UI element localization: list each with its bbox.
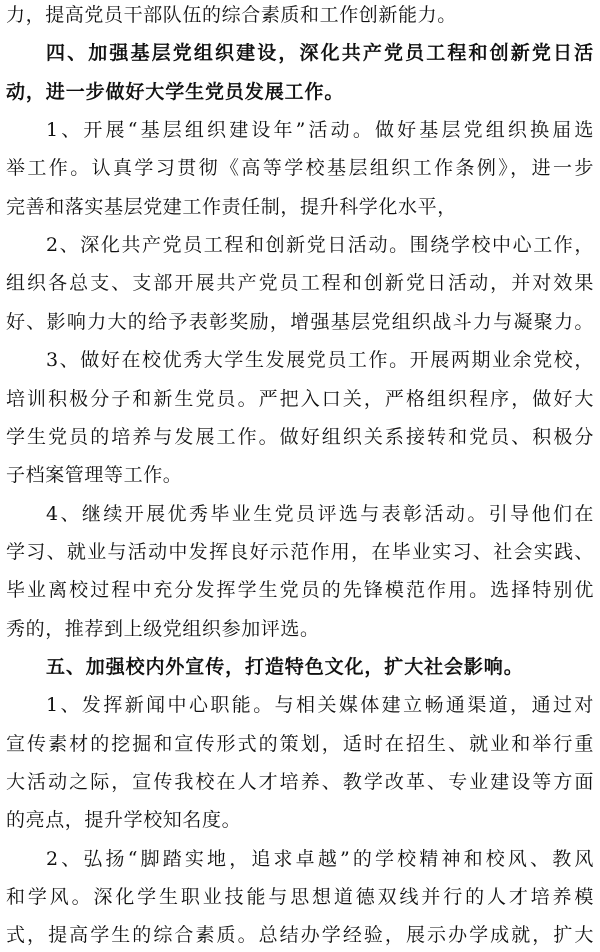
paragraph-line: 式，提高学生的综合素质。总结办学经验，展示办学成就，扩大 [6, 924, 594, 947]
paragraph-line: 完善和落实基层党建工作责任制，提升科学化水平， [6, 195, 457, 218]
paragraph-line: 力，提高党员干部队伍的综合素质和工作创新能力。 [6, 4, 457, 26]
paragraph-line: 4、继续开展优秀毕业生党员评选与表彰活动。引导他们在 [46, 502, 594, 525]
paragraph-line: 毕业离校过程中充分发挥学生党员的先锋模范作用。选择特别优 [6, 579, 594, 602]
paragraph-line: 学习、就业与活动中发挥良好示范作用，在毕业实习、社会实践、 [6, 540, 594, 563]
paragraph-line: 大活动之际，宣传我校在人才培养、教学改革、专业建设等方面 [6, 771, 594, 793]
section-heading-line: 动，进一步做好大学生党员发展工作。 [6, 80, 345, 103]
paragraph-line: 2、深化共产党员工程和创新党日活动。围绕学校中心工作， [46, 234, 594, 257]
paragraph-line: 好、影响力大的给予表彰奖励，增强基层党组织战斗力与凝聚力。 [6, 310, 594, 333]
paragraph-line: 组织各总支、支部开展共产党员工程和创新党日活动，并对效果 [6, 272, 594, 295]
paragraph-line: 的亮点，提升学校知名度。 [6, 809, 242, 832]
section-heading-line: 四、加强基层党组织建设，深化共产党员工程和创新党日活 [46, 42, 594, 65]
paragraph-line: 宣传素材的挖掘和宣传形式的策划，适时在招生、就业和举行重 [6, 732, 594, 755]
paragraph-line: 1、发挥新闻中心职能。与相关媒体建立畅通渠道，通过对 [46, 694, 594, 717]
section-heading-line: 五、加强校内外宣传，打造特色文化，扩大社会影响。 [46, 655, 524, 678]
paragraph-line: 3、做好在校优秀大学生发展党员工作。开展两期业余党校， [46, 349, 594, 372]
paragraph-line: 秀的，推荐到上级党组织参加评选。 [6, 617, 320, 640]
paragraph-line: 举工作。认真学习贯彻《高等学校基层组织工作条例》，进一步 [6, 157, 594, 180]
paragraph-line: 和学风。深化学生职业技能与思想道德双线并行的人才培养模 [6, 886, 594, 909]
paragraph-line: 子档案管理等工作。 [6, 464, 183, 487]
paragraph-line: 培训积极分子和新生党员。严把入口关，严格组织程序，做好大 [6, 387, 594, 410]
paragraph-line: 2、弘扬“脚踏实地，追求卓越”的学校精神和校风、教风 [46, 847, 594, 870]
paragraph-line: 学生党员的培养与发展工作。做好组织关系接转和党员、积极分 [6, 425, 594, 448]
paragraph-line: 1、开展“基层组织建设年”活动。做好基层党组织换届选 [46, 119, 594, 142]
